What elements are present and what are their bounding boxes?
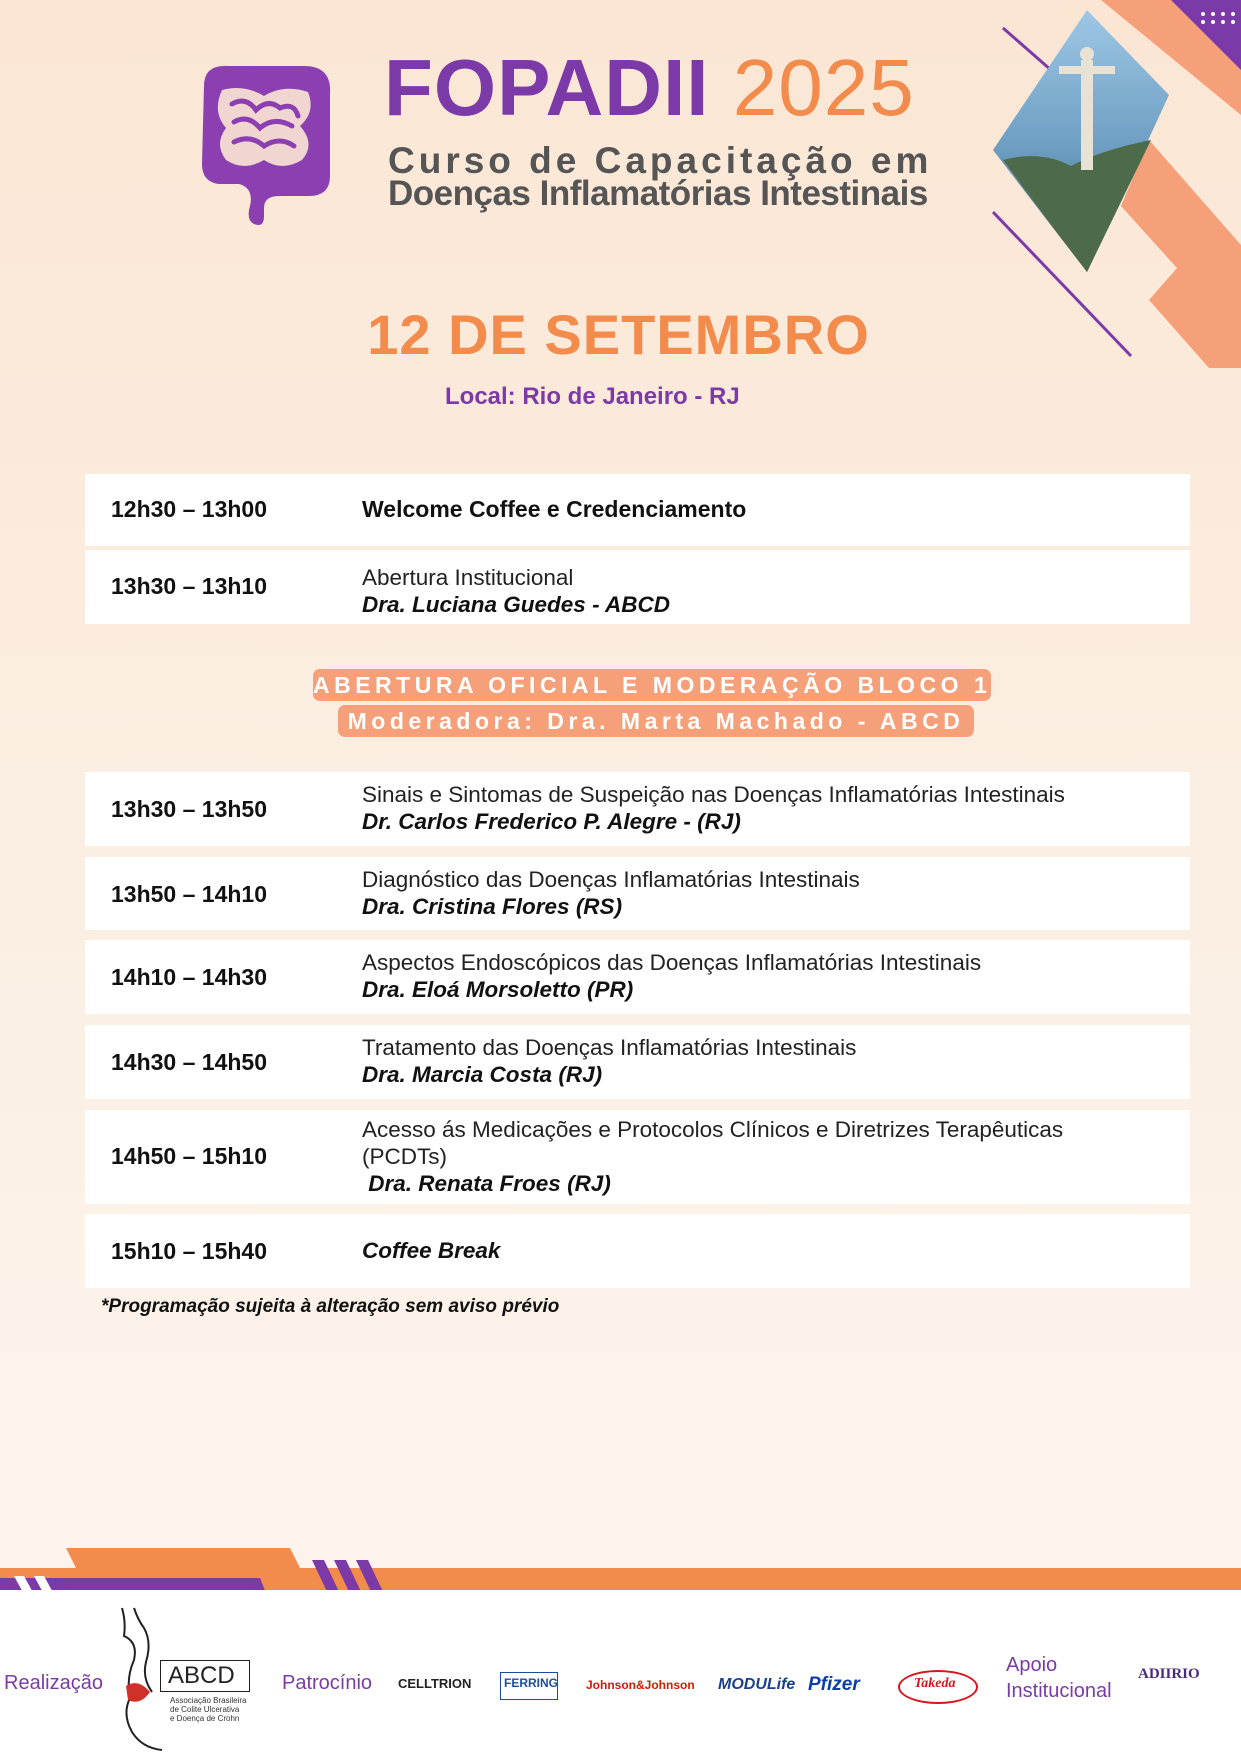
event-location: Local: Rio de Janeiro - RJ <box>445 383 740 410</box>
event-subtitle-1: Curso de Capacitação em <box>388 140 933 181</box>
schedule-row <box>85 1025 1190 1099</box>
modulife-logo: MODULife <box>718 1676 796 1693</box>
block-moderator-badge: Moderadora: Dra. Marta Machado - ABCD <box>338 705 974 737</box>
row-time: 13h50 – 14h10 <box>111 881 268 907</box>
event-title <box>384 43 915 132</box>
apoio-label: Apoio <box>1006 1654 1058 1676</box>
row-topic: Tratamento das Doenças Inflamatórias Intestinais <box>362 1035 857 1060</box>
row-speaker: Dra. Renata Froes (RJ) <box>362 1171 611 1196</box>
schedule-row <box>85 1214 1190 1288</box>
schedule-row <box>85 474 1190 546</box>
patrocinio-label: Patrocínio <box>282 1672 373 1694</box>
abcd-logo-text: ABCD <box>168 1662 235 1689</box>
intestine-icon <box>184 56 344 226</box>
row-speaker: Dra. Marcia Costa (RJ) <box>362 1062 603 1087</box>
row-title: Coffee Break <box>362 1238 501 1263</box>
row-time: 14h50 – 15h10 <box>111 1143 268 1169</box>
abcd-sub-3: e Doença de Crohn <box>170 1714 240 1723</box>
footer <box>0 1590 1241 1755</box>
ferring-logo: FERRING <box>504 1676 558 1690</box>
row-speaker: Dra. Cristina Flores (RS) <box>362 894 623 919</box>
schedule-row <box>85 772 1190 846</box>
row-topic-cont: (PCDTs) <box>362 1144 447 1169</box>
row-topic: Sinais e Sintomas de Suspeição nas Doenças Inflamatórias Intestinais <box>362 782 1065 807</box>
schedule-row <box>85 857 1190 930</box>
event-date: 12 DE SETEMBRO <box>367 303 870 366</box>
abcd-sub-2: de Colite Ulcerativa <box>170 1705 240 1714</box>
adiirio-logo: ADIIRIO <box>1138 1666 1200 1682</box>
schedule-disclaimer: *Programação sujeita à alteração sem aviso prévio <box>101 1296 560 1317</box>
row-speaker: Dra. Luciana Guedes - ABCD <box>362 592 670 617</box>
row-time: 13h30 – 13h50 <box>111 796 268 822</box>
schedule-row <box>85 550 1190 624</box>
event-subtitle-2: Doenças Inflamatórias Intestinais <box>388 174 928 213</box>
schedule-row <box>85 1110 1190 1204</box>
row-speaker: Dr. Carlos Frederico P. Alegre - (RJ) <box>362 809 741 834</box>
schedule-row <box>85 940 1190 1014</box>
takeda-logo: Takeda <box>914 1676 956 1691</box>
apoio-label-2: Institucional <box>1006 1680 1112 1702</box>
row-topic: Diagnóstico das Doenças Inflamatórias Intestinais <box>362 867 860 892</box>
row-time: 14h30 – 14h50 <box>111 1049 268 1075</box>
row-title: Welcome Coffee e Credenciamento <box>362 496 747 522</box>
abcd-sub-1: Associação Brasileira <box>170 1696 247 1705</box>
event-year: 2025 <box>732 43 915 132</box>
jnj-logo: Johnson&Johnson <box>586 1678 695 1692</box>
row-speaker: Dra. Eloá Morsoletto (PR) <box>362 977 634 1002</box>
event-name: FOPADII <box>384 43 710 132</box>
row-topic: Acesso ás Medicações e Protocolos Clínicos e Diretrizes Terapêuticas <box>362 1117 1064 1142</box>
row-time: 12h30 – 13h00 <box>111 496 268 522</box>
row-topic: Abertura Institucional <box>362 565 574 590</box>
block-title-badge: ABERTURA OFICIAL E MODERAÇÃO BLOCO 1 <box>313 669 991 701</box>
row-time: 14h10 – 14h30 <box>111 964 268 990</box>
pfizer-logo: Pfizer <box>808 1674 860 1695</box>
row-time: 15h10 – 15h40 <box>111 1238 268 1264</box>
realizacao-label: Realização <box>4 1672 103 1694</box>
celltrion-logo: CELLTRION <box>398 1676 472 1691</box>
row-topic: Aspectos Endoscópicos das Doenças Inflamatórias Intestinais <box>362 950 982 975</box>
row-time: 13h30 – 13h10 <box>111 573 268 599</box>
